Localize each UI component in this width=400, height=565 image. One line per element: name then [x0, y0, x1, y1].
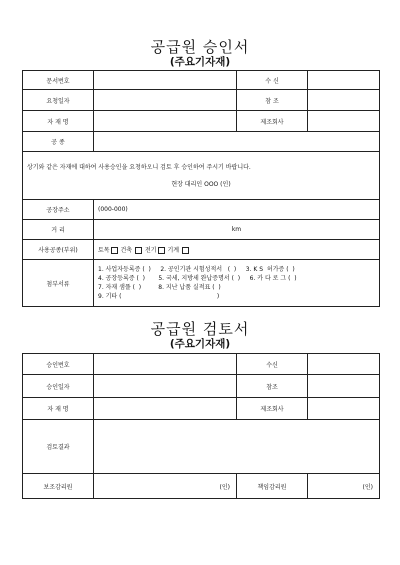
review-material-field[interactable] [94, 398, 237, 420]
responsible-manager-field[interactable] [308, 474, 380, 499]
review-reference-label: 참조 [237, 375, 308, 398]
approval-date-label: 승인일자 [23, 375, 94, 398]
recipient-label: 수 신 [237, 71, 308, 90]
doc-no-label: 문서번호 [23, 71, 94, 90]
review-form-table [22, 353, 380, 499]
site-agent-signature: 현장 대리인 OOO (인) [171, 180, 231, 188]
usage-option-civil: 토목 [98, 247, 110, 254]
approval-form-table [22, 70, 380, 307]
distance-unit: km [231, 226, 242, 233]
approval-date-field[interactable] [94, 375, 237, 398]
responsible-manager-label: 책임감리원 [237, 474, 308, 499]
review-subtitle: (주요기자재) [169, 338, 231, 350]
approval-no-label: 승인번호 [23, 354, 94, 375]
doc-no-field[interactable] [94, 71, 237, 90]
recipient-field[interactable] [308, 71, 380, 90]
usage-checkbox-mechanical[interactable] [182, 247, 189, 254]
review-result-label: 검토결과 [23, 420, 94, 474]
reference-field[interactable] [308, 90, 380, 111]
usage-options [94, 240, 380, 260]
request-text-cell [23, 152, 380, 200]
reference-label: 참 조 [237, 90, 308, 111]
address-label: 공장주소 [23, 200, 94, 220]
usage-label: 사용공종(부위) [23, 240, 94, 260]
process-label: 공 종 [23, 132, 94, 152]
documents-line: 9. 기타 ( ) [98, 293, 220, 300]
process-field[interactable] [94, 132, 380, 152]
assistant-manager-field[interactable] [94, 474, 237, 499]
review-manufacturer-field[interactable] [308, 398, 380, 420]
usage-option-mechanical: 기계 [167, 247, 180, 254]
approval-subtitle: (주요기자재) [169, 56, 231, 68]
distance-field[interactable] [94, 220, 380, 240]
distance-label: 거 리 [23, 220, 94, 240]
review-manufacturer-label: 제조회사 [237, 398, 308, 420]
review-recipient-field[interactable] [308, 354, 380, 375]
review-result-field[interactable] [94, 420, 380, 474]
request-date-label: 요청일자 [23, 90, 94, 111]
responsible-manager-seal: (인) [362, 483, 373, 491]
usage-checkbox-electric[interactable] [158, 247, 165, 254]
usage-checkbox-building[interactable] [135, 247, 142, 254]
documents-line: 1. 사업자등록증 ( ) 2. 공인기관 시험성적서 ( ) 3. K S 허가증 ( ) [98, 266, 295, 273]
documents-label: 첨부서류 [23, 260, 94, 307]
usage-checkbox-civil[interactable] [111, 247, 118, 254]
request-text: 상기와 같은 자재에 대하여 사용승인을 요청하오니 검토 후 승인하여 주시기 바랍니다. [27, 163, 251, 171]
review-recipient-label: 수신 [237, 354, 308, 375]
material-field[interactable] [94, 111, 237, 132]
material-label: 자 재 명 [23, 111, 94, 132]
usage-option-building: 건축 [120, 247, 133, 254]
assistant-manager-seal: (인) [219, 483, 230, 491]
approval-no-field[interactable] [94, 354, 237, 375]
approval-title: 공급원 승인서 [150, 38, 250, 56]
usage-option-electric: 전기 [144, 247, 157, 254]
review-reference-field[interactable] [308, 375, 380, 398]
review-title: 공급원 검토서 [150, 320, 250, 338]
documents-line: 7. 자재 샘플 ( ) 8. 지난 납품 실적표 ( ) [98, 284, 221, 291]
review-material-label: 자 재 명 [23, 398, 94, 420]
documents-list [94, 260, 380, 307]
documents-line: 4. 공장등록증 ( ) 5. 국세, 지방세 완납증명서 ( ) 6. 카 다 로 그 ( ) [98, 275, 297, 282]
assistant-manager-label: 보조감리원 [23, 474, 94, 499]
manufacturer-label: 제조회사 [237, 111, 308, 132]
request-date-field[interactable] [94, 90, 237, 111]
manufacturer-field[interactable] [308, 111, 380, 132]
address-field[interactable]: (000-000) [94, 200, 380, 220]
